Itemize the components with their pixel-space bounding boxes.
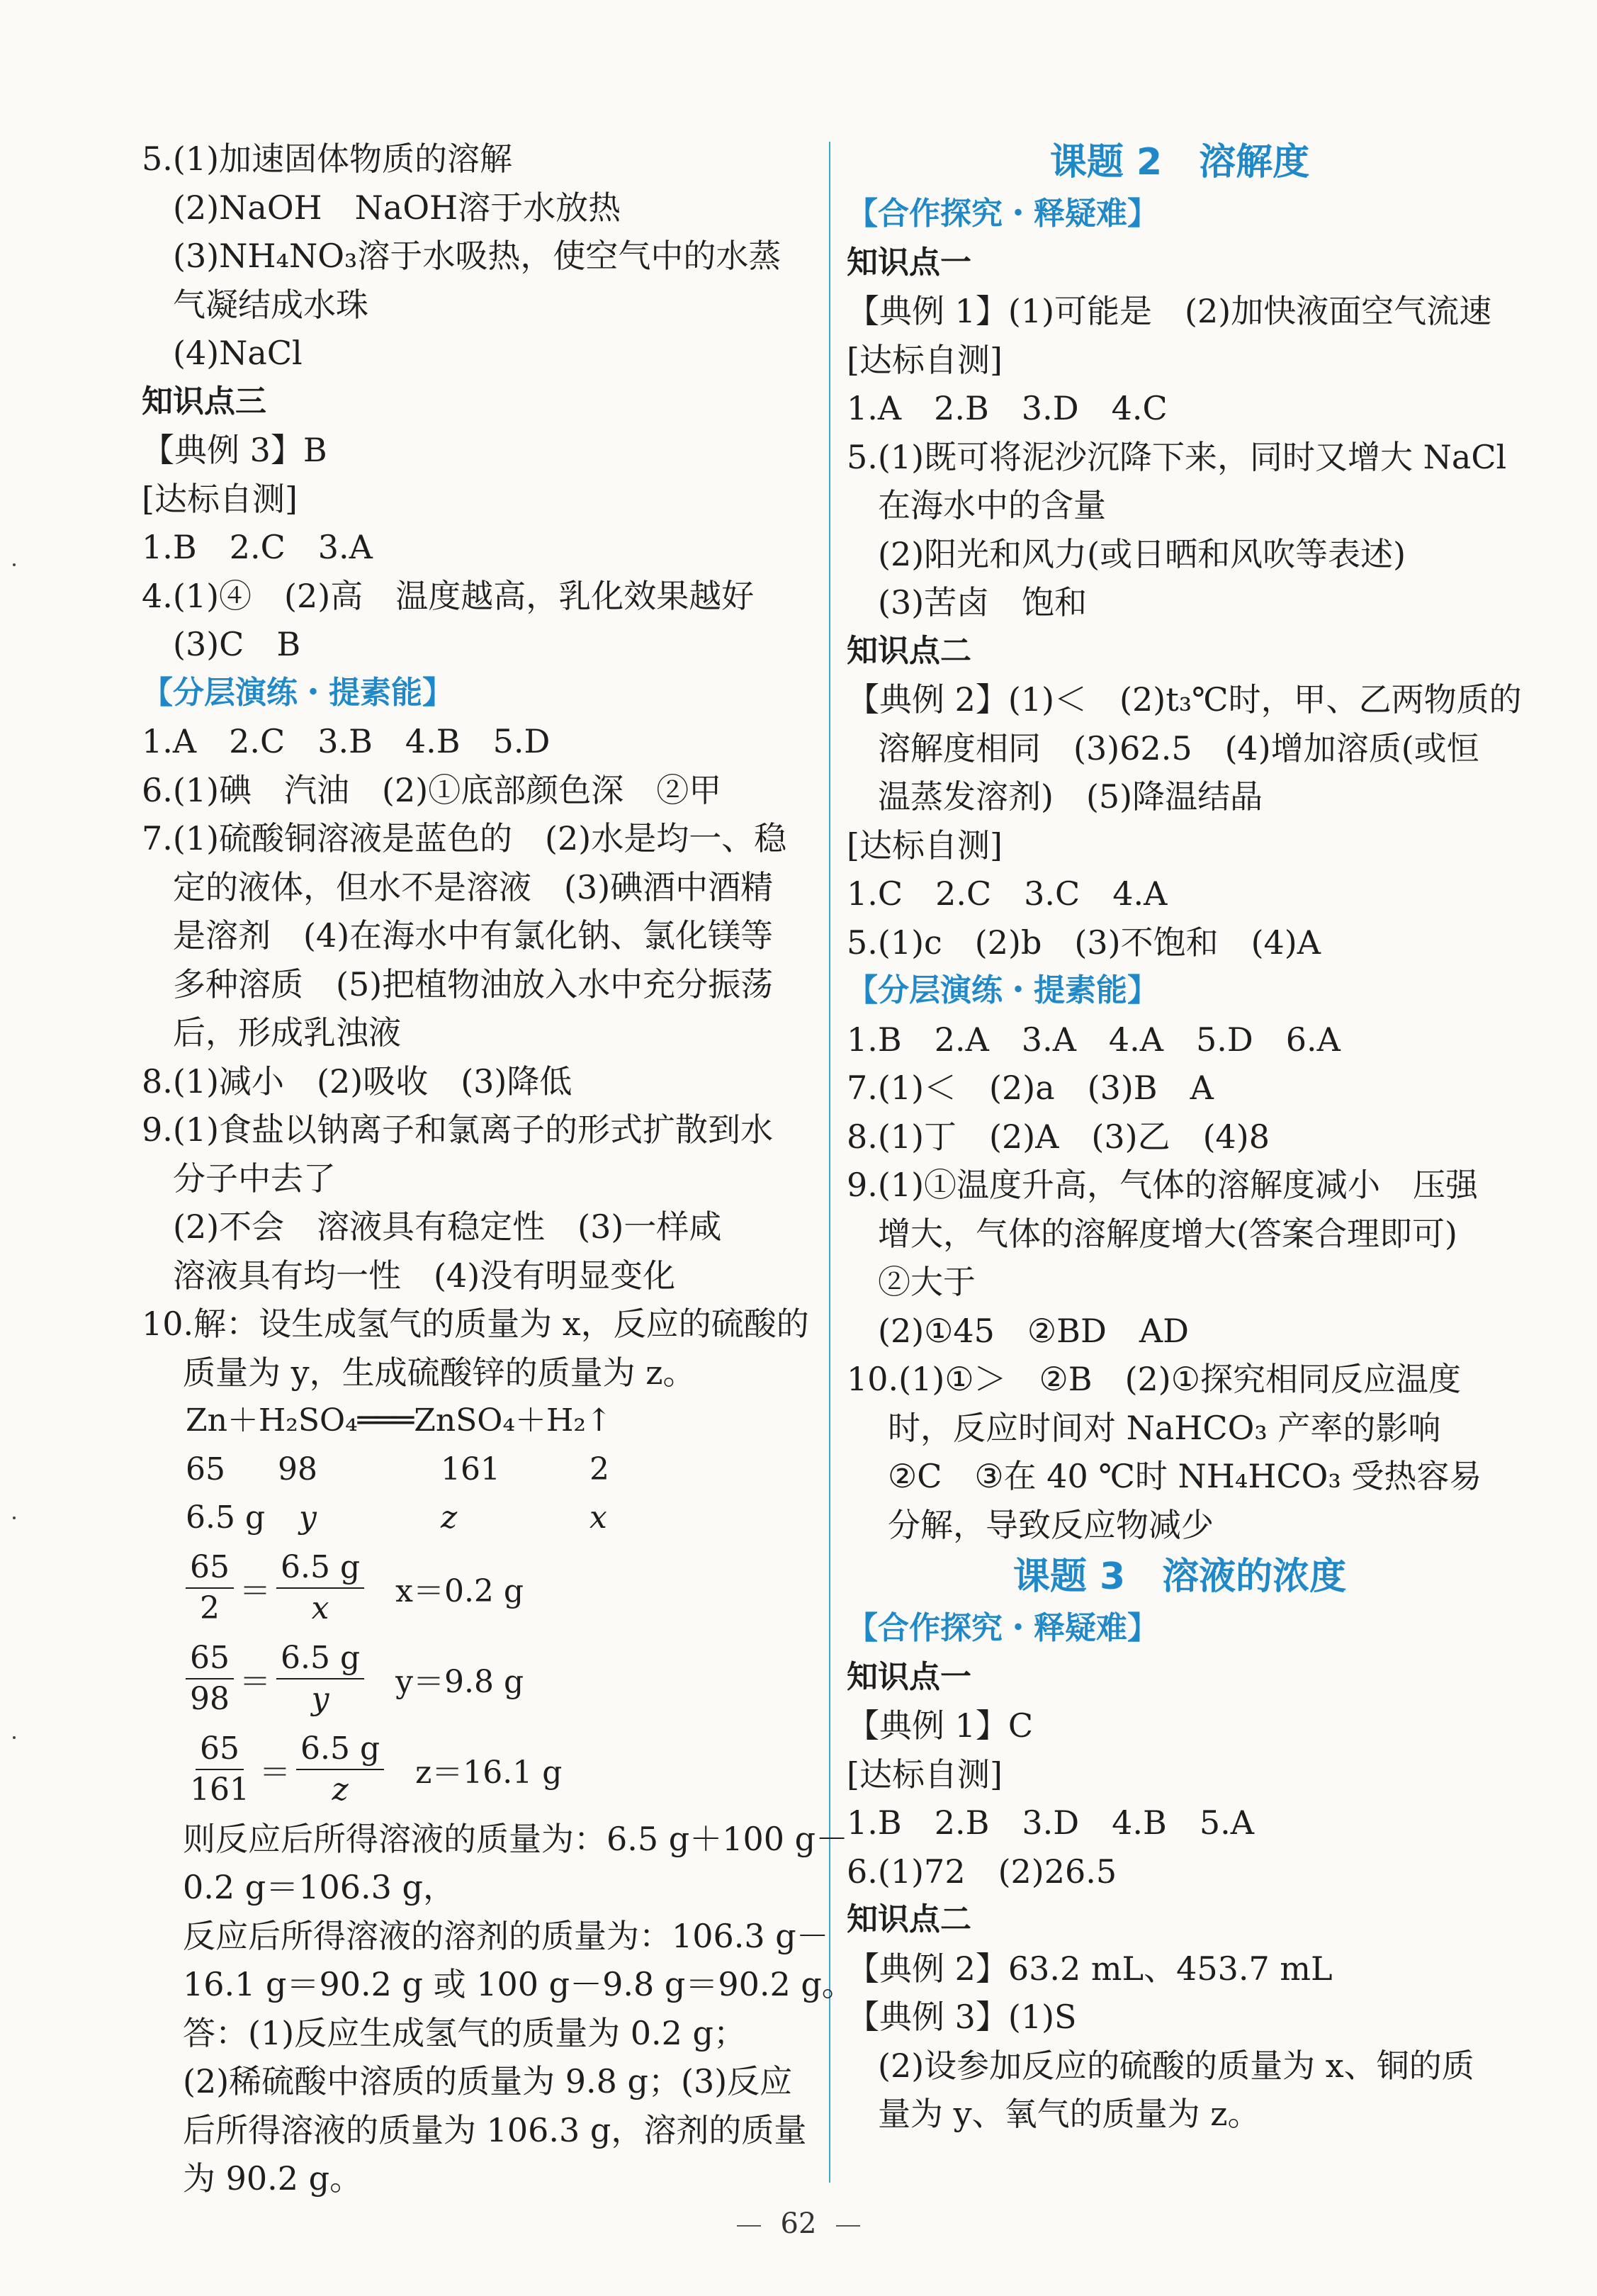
answer-line: [达标自测] — [847, 826, 1003, 865]
answer-line: (2)阳光和风力(或日晒和风吹等表述) — [878, 534, 1406, 573]
answer-line: 5.(1)c (2)b (3)不饱和 (4)A — [847, 923, 1321, 962]
section-title: 课题 2 溶解度 — [1049, 141, 1310, 184]
ratio-row: 6.5 g y z x — [186, 1499, 607, 1536]
answer-line: 7.(1)硫酸铜溶液是蓝色的 (2)水是均一、稳 — [142, 819, 787, 857]
answer-line: 8.(1)丁 (2)A (3)乙 (4)8 — [847, 1117, 1270, 1156]
answer-line: (3)NH₄NO₃溶于水吸热，使空气中的水蒸 — [173, 237, 781, 275]
answer-line: ②C ③在 40 ℃时 NH₄HCO₃ 受热容易 — [888, 1457, 1482, 1495]
answer-line: 5.(1)既可将泥沙沉降下来，同时又增大 NaCl — [847, 437, 1507, 476]
scan-speck — [13, 1736, 16, 1739]
answer-line: 定的液体，但水不是溶液 (3)碘酒中酒精 — [173, 867, 774, 906]
section-header: 【分层演练・提素能】 — [847, 972, 1158, 1008]
fraction-equation — [142, 1724, 815, 1815]
answer-line: 16.1 g＝90.2 g 或 100 g－9.8 g＝90.2 g。 — [183, 1965, 854, 2003]
fraction-result: x＝0.2 g — [395, 1572, 524, 1609]
answer-line: 1.A 2.B 3.D 4.C — [847, 389, 1168, 427]
answer-line: 6.(1)72 (2)26.5 — [847, 1852, 1117, 1891]
answer-line: 0.2 g＝106.3 g， — [183, 1868, 456, 1906]
ratio-row: 65 98 161 2 — [186, 1451, 609, 1487]
answer-line: (3)C B — [173, 625, 301, 663]
answer-line: (4)NaCl — [173, 334, 303, 372]
answer-line: 分解，导致反应物减少 — [888, 1505, 1214, 1544]
left-tail-lines — [142, 1815, 854, 2203]
fraction — [186, 1729, 254, 1810]
answer-line: 质量为 y，生成硫酸锌的质量为 z。 — [183, 1353, 696, 1392]
answer-line: 反应后所得溶液的溶剂的质量为：106.3 g－ — [183, 1916, 829, 1955]
answer-line: (2)稀硫酸中溶质的质量为 9.8 g；(3)反应 — [183, 2062, 793, 2100]
denominator: 161 — [190, 1771, 249, 1808]
answer-line: 分子中去了 — [173, 1159, 336, 1198]
answer-line: (2)设参加反应的硫酸的质量为 x、铜的质 — [878, 2046, 1474, 2085]
fraction — [186, 1638, 234, 1719]
answer-line: 在海水中的含量 — [878, 486, 1106, 524]
right-answer-lines — [847, 135, 1522, 2139]
denominator: z — [332, 1771, 349, 1808]
numerator: 65 — [186, 1548, 234, 1589]
answer-line: 7.(1)＜ (2)a (3)B A — [847, 1069, 1214, 1107]
answer-line: 知识点一 — [847, 244, 971, 281]
answer-line: (2)①45 ②BD AD — [878, 1311, 1189, 1350]
section-title: 课题 3 溶液的浓度 — [1012, 1555, 1347, 1598]
answer-line: [达标自测] — [847, 340, 1003, 379]
answer-line: 9.(1)①温度升高，气体的溶解度减小 压强 — [847, 1166, 1479, 1204]
answer-line: 5.(1)加速固体物质的溶解 — [142, 140, 513, 178]
answer-line: 8.(1)减小 (2)吸收 (3)降低 — [142, 1062, 572, 1101]
answer-line: 6.(1)碘 汽油 (2)①底部颜色深 ②甲 — [142, 770, 722, 809]
answer-line: 温蒸发溶剂) (5)降温结晶 — [878, 777, 1263, 816]
answer-line: 是溶剂 (4)在海水中有氯化钠、氯化镁等 — [173, 916, 774, 955]
numerator: 6.5 g — [296, 1729, 384, 1770]
answer-line: 时，反应时间对 NaHCO₃ 产率的影响 — [888, 1408, 1441, 1447]
answer-line: 1.C 2.C 3.C 4.A — [847, 874, 1168, 913]
equals-sign: ＝ — [259, 1754, 290, 1791]
fraction-block — [142, 1543, 815, 1815]
numerator: 65 — [196, 1729, 244, 1770]
numerator: 6.5 g — [276, 1638, 364, 1679]
answer-line: 【典例 1】C — [847, 1706, 1034, 1745]
fraction — [276, 1548, 364, 1628]
equals-sign: ＝ — [239, 1572, 271, 1609]
answer-line: 1.B 2.C 3.A — [142, 528, 373, 566]
answer-line: 1.B 2.B 3.D 4.B 5.A — [847, 1803, 1254, 1842]
answer-line: 知识点一 — [847, 1658, 971, 1695]
answer-line: 知识点二 — [847, 632, 971, 669]
answer-line: 【典例 2】(1)＜ (2)t₃℃时，甲、乙两物质的 — [847, 680, 1522, 719]
section-header: 【分层演练・提素能】 — [142, 674, 453, 711]
page-footer — [0, 2207, 1597, 2240]
fraction-result: y＝9.8 g — [395, 1663, 524, 1700]
scan-speck — [13, 1516, 16, 1519]
equals-sign: ＝ — [239, 1663, 271, 1700]
chem-equation: Zn＋H₂SO₄═══ZnSO₄＋H₂↑ — [186, 1402, 612, 1439]
section-header: 【合作探究・释疑难】 — [847, 1610, 1158, 1646]
fraction — [186, 1548, 234, 1628]
left-column — [142, 135, 854, 2203]
page-number: 62 — [780, 2207, 817, 2240]
footer-dash — [836, 2225, 860, 2227]
answer-line: 增大，气体的溶解度增大(答案合理即可) — [878, 1214, 1457, 1253]
answer-line: 4.(1)④ (2)高 温度越高，乳化效果越好 — [142, 576, 755, 615]
answer-line: 1.A 2.C 3.B 4.B 5.D — [142, 722, 551, 760]
numerator: 6.5 g — [276, 1548, 364, 1589]
answer-line: ②大于 — [878, 1263, 976, 1301]
column-divider — [829, 142, 830, 2183]
answer-line: 知识点三 — [142, 383, 266, 420]
fraction — [296, 1729, 384, 1810]
answer-line: 后所得溶液的质量为 106.3 g，溶剂的质量 — [183, 2110, 807, 2149]
denominator: x — [311, 1589, 329, 1626]
scan-speck — [13, 563, 16, 566]
footer-dash — [737, 2225, 761, 2227]
answer-line: 多种溶质 (5)把植物油放入水中充分振荡 — [173, 964, 774, 1003]
answer-line: 9.(1)食盐以钠离子和氯离子的形式扩散到水 — [142, 1110, 774, 1149]
section-header: 【合作探究・释疑难】 — [847, 196, 1158, 232]
fraction-result: z＝16.1 g — [415, 1754, 563, 1791]
answer-line: 知识点二 — [847, 1901, 971, 1937]
answer-line: 气凝结成水珠 — [173, 285, 368, 324]
left-answer-lines — [142, 135, 815, 1397]
answer-line: 则反应后所得溶液的质量为：6.5 g＋100 g－ — [183, 1819, 849, 1858]
answer-line: 【典例 3】(1)S — [847, 1998, 1077, 2036]
fraction-equation — [142, 1633, 815, 1724]
answer-line: (3)苦卤 饱和 — [878, 583, 1088, 621]
answer-line: 为 90.2 g。 — [183, 2159, 363, 2197]
numerator: 65 — [186, 1638, 234, 1679]
answer-line: 后，形成乳浊液 — [173, 1013, 401, 1052]
answer-line: 【典例 1】(1)可能是 (2)加快液面空气流速 — [847, 292, 1492, 330]
answer-line: 【典例 2】63.2 mL、453.7 mL — [847, 1949, 1333, 1988]
answer-line: 10.解：设生成氢气的质量为 x，反应的硫酸的 — [142, 1305, 809, 1343]
answer-line: [达标自测] — [847, 1755, 1003, 1794]
answer-line: 10.(1)①＞ ②B (2)①探究相同反应温度 — [847, 1360, 1461, 1398]
denominator: 98 — [190, 1680, 230, 1717]
answer-line: 答：(1)反应生成氢气的质量为 0.2 g； — [183, 2013, 747, 2052]
denominator: 2 — [200, 1589, 220, 1626]
answer-line: 1.B 2.A 3.A 4.A 5.D 6.A — [847, 1020, 1341, 1059]
fraction-equation — [142, 1543, 815, 1633]
answer-line: 溶解度相同 (3)62.5 (4)增加溶质(或恒 — [878, 728, 1479, 767]
fraction — [276, 1638, 364, 1719]
answer-line: (2)NaOH NaOH溶于水放热 — [173, 188, 621, 227]
answer-line: 量为 y、氧气的质量为 z。 — [878, 2095, 1260, 2133]
denominator: y — [311, 1680, 329, 1717]
answer-line: [达标自测] — [142, 479, 298, 518]
answer-line: 溶液具有均一性 (4)没有明显变化 — [173, 1256, 676, 1295]
answer-line: 【典例 3】B — [142, 431, 327, 469]
right-column — [847, 135, 1522, 2139]
answer-line: (2)不会 溶液具有稳定性 (3)一样咸 — [173, 1208, 722, 1246]
